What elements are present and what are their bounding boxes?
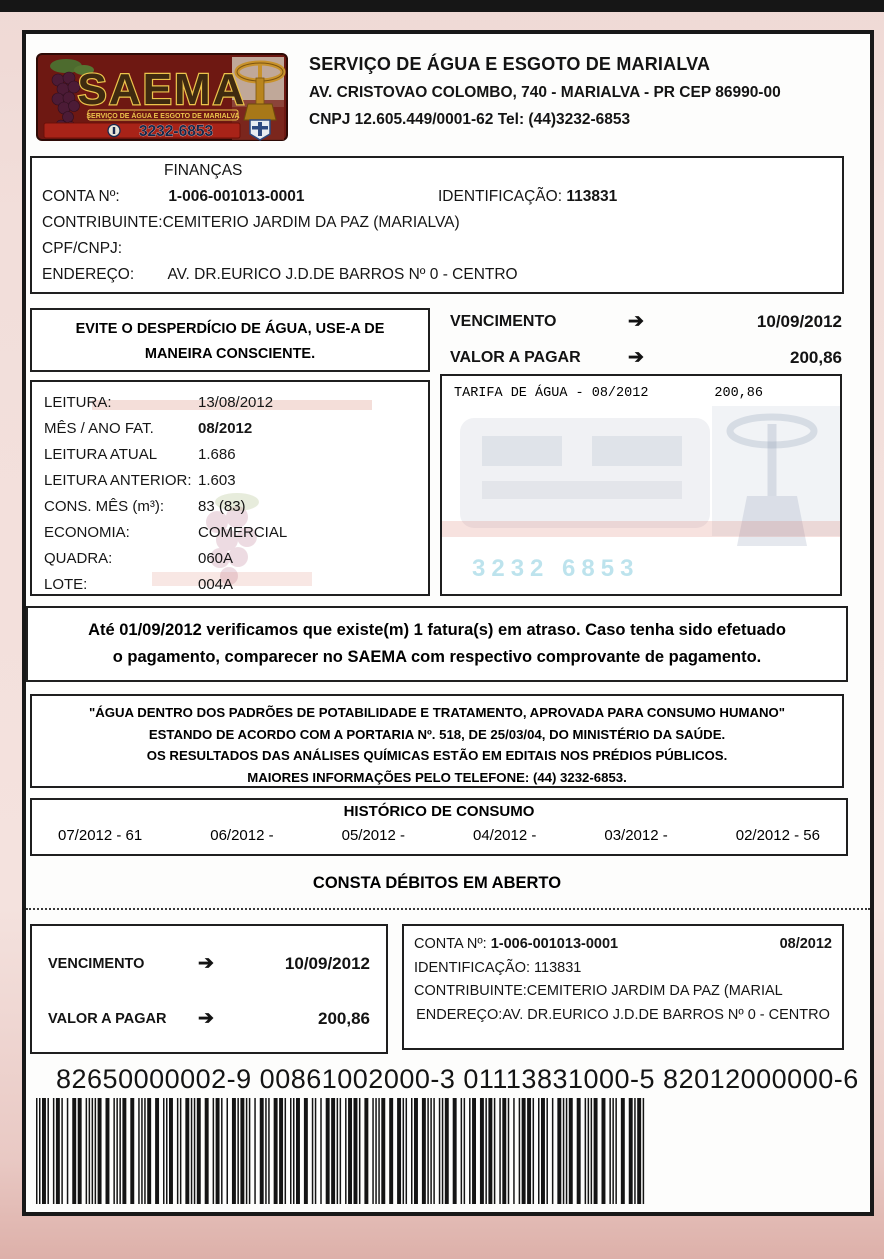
cpf-row [42, 240, 832, 258]
reading-row [44, 520, 428, 546]
leitura-label: LEITURA: [44, 394, 112, 411]
stub-reference: 08/2012 [779, 936, 832, 952]
tariff-description: TARIFA DE ÁGUA - 08/2012 [454, 386, 649, 401]
arrow-right-icon: ➔ [628, 311, 644, 332]
stub-due-date-row [48, 952, 370, 975]
contribuinte-value: CEMITERIO JARDIM DA PAZ (MARIALVA) [162, 214, 460, 231]
history-entries [32, 820, 846, 844]
quadra-value: 060A [198, 550, 234, 567]
history-entry: 04/2012 - [472, 827, 537, 844]
stub-payment-box [30, 924, 388, 1054]
watermark-phone-text: 3232 6853 [472, 555, 640, 582]
saema-logo [36, 50, 288, 144]
economia-label: ECONOMIA: [44, 524, 130, 541]
arrow-right-icon: ➔ [628, 347, 644, 368]
quadra-label: QUADRA: [44, 550, 113, 567]
quality-line1: "ÁGUA DENTRO DOS PADRÕES DE POTABILIDADE E TRATAMENTO, APROVADA PARA CONSUMO HUMANO" [88, 705, 786, 720]
arrow-right-icon: ➔ [198, 1008, 214, 1029]
stub-identificacao-row [414, 957, 832, 981]
history-entry: 02/2012 - 56 [735, 827, 820, 844]
stub-contribuinte-row [414, 980, 832, 1004]
valor-value: 200,86 [790, 347, 842, 367]
conta-label: CONTA Nº: [42, 188, 120, 205]
stub-account-box [402, 924, 844, 1050]
stub-endereco-label: ENDEREÇO: [416, 1006, 503, 1023]
quality-line2: ESTANDO DE ACORDO COM A PORTARIA Nº. 518, DE 25/03/04, DO MINISTÉRIO DA SAÚDE. [148, 726, 726, 742]
leitura-atual-value: 1.686 [198, 446, 236, 463]
endereco-value: AV. DR.EURICO J.D.DE BARROS Nº 0 - CENTRO [167, 266, 518, 283]
bill-document [22, 30, 874, 1216]
reading-row [44, 546, 428, 572]
stub-conta-label: CONTA Nº: [414, 936, 487, 952]
department-label: FINANÇAS [164, 162, 243, 179]
contribuinte-row [42, 214, 832, 232]
vencimento-label: VENCIMENTO [450, 312, 557, 330]
quality-line3: OS RESULTADOS DAS ANÁLISES QUÍMICAS ESTÃO EM EDITAIS NOS PRÉDIOS PÚBLICOS. [146, 748, 728, 763]
scan-edge-strip [0, 0, 884, 12]
stub-identificacao-value: 113831 [534, 959, 582, 976]
stub-valor-label: VALOR A PAGAR [48, 1010, 167, 1027]
stub-conta-row [414, 933, 832, 957]
endereco-label: ENDEREÇO: [42, 266, 135, 283]
reading-row [44, 442, 428, 468]
consumption-history-box [30, 798, 848, 856]
leitura-anterior-label: LEITURA ANTERIOR: [44, 472, 192, 489]
conta-value: 1-006-001013-0001 [168, 188, 305, 205]
arrow-right-icon: ➔ [198, 953, 214, 974]
stub-valor-value: 200,86 [318, 1008, 370, 1028]
barcode-digits: 82650000002-9 00861002000-3 01113831000-5 82012000000-6 [56, 1064, 859, 1094]
lote-value: 004A [198, 576, 234, 593]
consumo-label: CONS. MÊS (m³): [44, 498, 164, 515]
amount-due-row [450, 346, 842, 369]
mes-ano-value: 08/2012 [198, 420, 253, 437]
mes-ano-label: MÊS / ANO FAT. [44, 420, 154, 437]
stub-contribuinte-label: CONTRIBUINTE: [414, 983, 527, 999]
save-water-notice-box [30, 308, 430, 372]
company-name: SERVIÇO DE ÁGUA E ESGOTO DE MARIALVA [309, 54, 711, 74]
identificacao [438, 188, 617, 206]
reading-row [44, 416, 428, 442]
header-company-block [309, 54, 869, 138]
company-address: AV. CRISTOVAO COLOMBO, 740 - MARIALVA - PR CEP 86990-00 [309, 84, 781, 101]
save-water-line2: MANEIRA CONSCIENTE. [144, 346, 316, 362]
reading-row [44, 572, 428, 596]
reading-row [44, 468, 428, 494]
leitura-atual-label: LEITURA ATUAL [44, 446, 158, 463]
quality-line4: MAIORES INFORMAÇÕES PELO TELEFONE: (44) 3232-6853. [247, 769, 627, 785]
stub-contribuinte-value: CEMITERIO JARDIM DA PAZ (MARIAL [526, 983, 783, 999]
logo-phone: 3232-6853 [138, 123, 214, 140]
watermark-saema-photo [442, 376, 840, 594]
logo-subtitle: SERVIÇO DE ÁGUA E ESGOTO DE MARIALVA [86, 113, 240, 120]
stub-endereco-value: AV. DR.EURICO J.D.DE BARROS Nº 0 - CENTRO [502, 1006, 830, 1023]
history-entry: 07/2012 - 61 [58, 827, 143, 844]
vencimento-value: 10/09/2012 [756, 311, 842, 331]
tariff-box [440, 374, 842, 596]
stub-identificacao-label: IDENTIFICAÇÃO: [414, 959, 531, 976]
stub-vencimento-label: VENCIMENTO [48, 955, 145, 972]
due-date-row [450, 310, 842, 333]
consumo-value: 83 (83) [198, 498, 246, 515]
overdue-line2: o pagamento, comparecer no SAEMA com respectivo comprovante de pagamento. [112, 648, 762, 666]
history-entry: 03/2012 - [604, 827, 668, 844]
payment-summary [450, 310, 842, 369]
account-number-row [42, 188, 832, 206]
meter-reading-box [30, 380, 430, 596]
contribuinte-label: CONTRIBUINTE: [42, 214, 163, 231]
company-cnpj-phone: CNPJ 12.605.449/0001-62 Tel: (44)3232-6853 [309, 111, 631, 128]
leitura-anterior-value: 1.603 [198, 472, 236, 489]
stub-amount-row [48, 1007, 370, 1030]
leitura-value: 13/08/2012 [198, 394, 274, 411]
logo-wordmark: SAEMA [77, 65, 247, 114]
cut-line [26, 908, 870, 910]
history-entry: 06/2012 - [210, 827, 274, 844]
valor-label: VALOR A PAGAR [450, 348, 581, 366]
open-debits-notice: CONSTA DÉBITOS EM ABERTO [312, 874, 562, 892]
cpf-label: CPF/CNPJ: [42, 240, 123, 257]
tariff-value: 200,86 [714, 386, 763, 401]
reading-row [44, 390, 428, 416]
stub-conta-value: 1-006-001013-0001 [490, 936, 619, 952]
overdue-line1: Até 01/09/2012 verificamos que existe(m) 1 fatura(s) em atraso. Caso tenha sido efetuado [88, 621, 786, 639]
save-water-line1: EVITE O DESPERDÍCIO DE ÁGUA, USE-A DE [75, 321, 385, 337]
reading-row [44, 494, 428, 520]
overdue-notice-box [26, 606, 848, 682]
stub-endereco-row [414, 1004, 832, 1028]
account-info-box [30, 156, 844, 294]
stub-vencimento-value: 10/09/2012 [284, 953, 370, 973]
lote-label: LOTE: [44, 576, 88, 593]
barcode [34, 1098, 650, 1204]
economia-value: COMERCIAL [198, 524, 288, 541]
identificacao-label: IDENTIFICAÇÃO: [438, 188, 563, 205]
tariff-line [442, 376, 840, 401]
history-entry: 05/2012 - [341, 827, 405, 844]
history-title: HISTÓRICO DE CONSUMO [343, 803, 535, 820]
water-quality-box [30, 694, 844, 788]
identificacao-value: 113831 [566, 188, 618, 205]
endereco-row [42, 266, 832, 284]
